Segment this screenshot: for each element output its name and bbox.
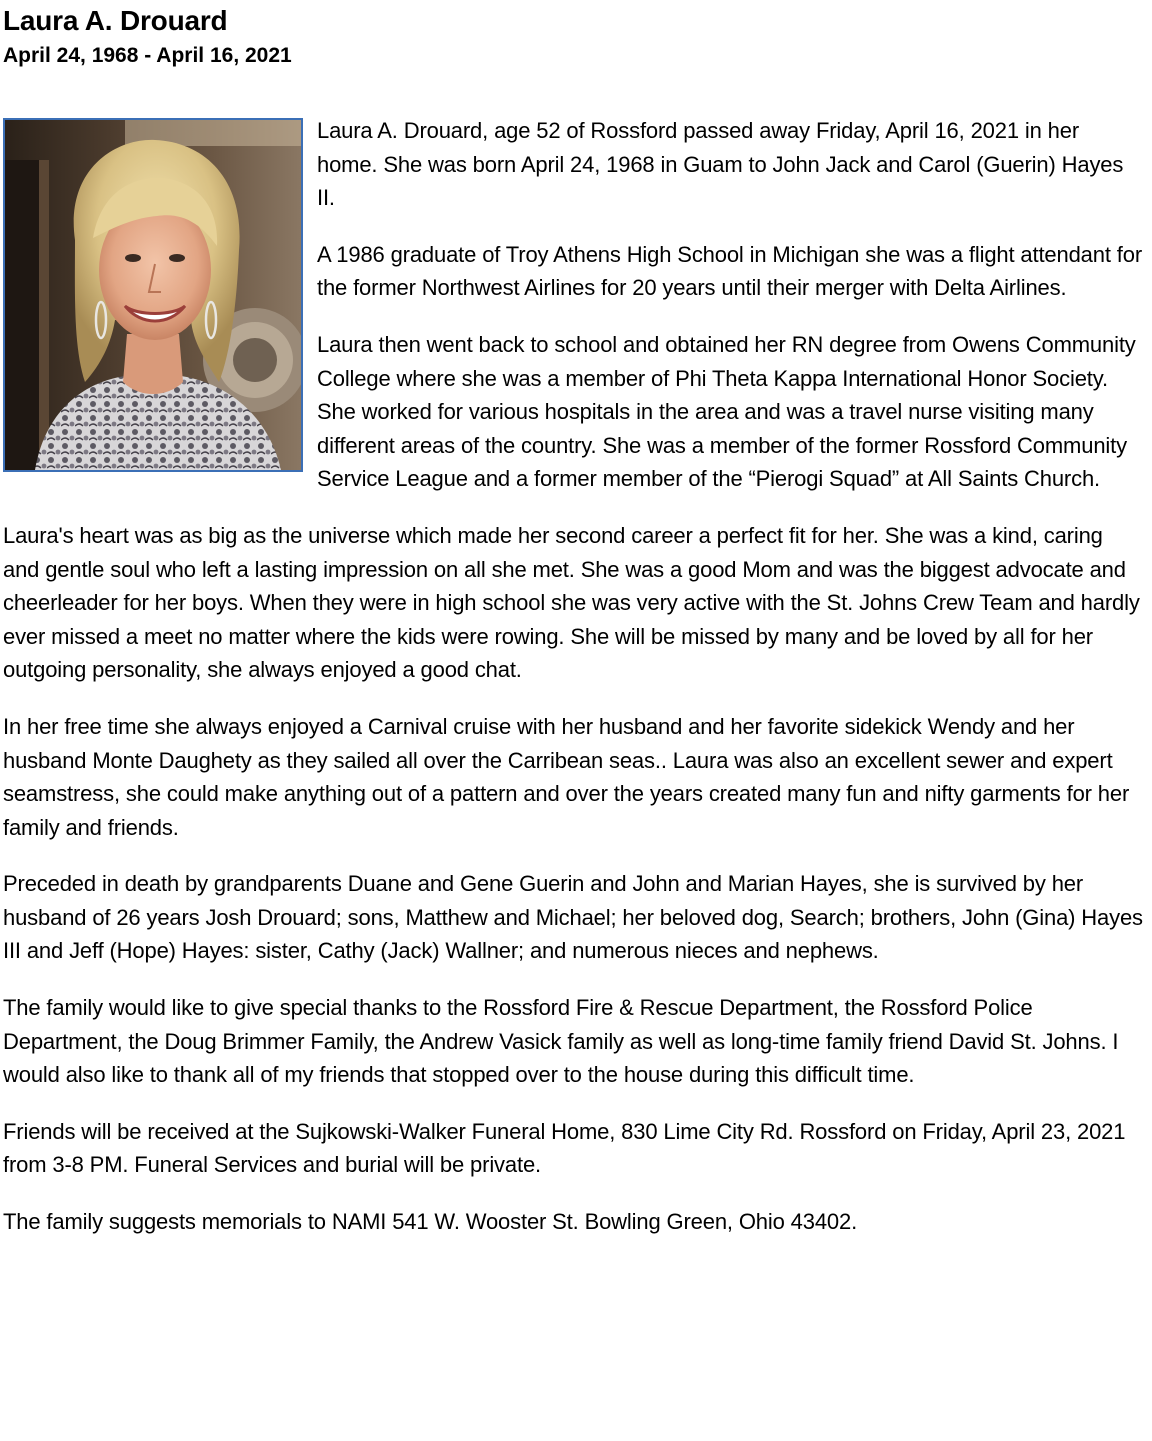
obituary-paragraph: A 1986 graduate of Troy Athens High School in Michigan she was a flight attendant for the former Northwest Airlines for 20 years until their merger with Delta Airlines. <box>317 241 1143 301</box>
obituary-paragraph: The family suggests memorials to NAMI 541 W. Wooster St. Bowling Green, Ohio 43402. <box>3 1209 858 1235</box>
obituary-page <box>3 0 1143 1262</box>
life-dates: April 24, 1968 - April 16, 2021 <box>3 44 292 67</box>
obituary-paragraph: Preceded in death by grandparents Duane and Gene Guerin and John and Marian Hayes, she is survived by her husband of 26 years Josh Drouard; sons, Matthew and Michael; her beloved dog, Search; brothers, John (Gina) Hayes III and Jeff (Hope) Hayes: sister, Cathy (Jack) Wallner; and numerous nieces and nephews. <box>3 871 1143 964</box>
obituary-paragraph: In her free time she always enjoyed a Carnival cruise with her husband and her favorite sidekick Wendy and her husband Monte Daughety as they sailed all over the Carribean seas.. Laura was also an excellent sewer and expert seamstress, she could make anything out of a pattern and over the years created many fun and nifty garments for her family and friends. <box>3 713 1130 840</box>
obituary-body <box>3 114 1143 1239</box>
portrait-photo <box>3 118 303 472</box>
portrait-photo-icon <box>5 120 301 470</box>
obituary-paragraph: Laura then went back to school and obtained her RN degree from Owens Community College where she was a member of Phi Theta Kappa International Honor Society. She worked for various hospitals in the area and was a travel nurse visiting many different areas of the country. She was a member of the former Rossford Community Service League and a former member of the “Pierogi Squad” at All Saints Church. <box>317 331 1136 492</box>
obituary-paragraph: Laura's heart was as big as the universe which made her second career a perfect fit for her. She was a kind, caring and gentle soul who left a lasting impression on all she met. She was a good Mom and was the biggest advocate and cheerleader for her boys. When they were in high school she was very active with the St. Johns Crew Team and hardly ever missed a meet no matter where the kids were rowing. She will be missed by many and be loved by all for her outgoing personality, she always enjoyed a good chat. <box>3 522 1140 683</box>
page-title: Laura A. Drouard <box>3 5 228 36</box>
obituary-paragraph: Friends will be received at the Sujkowski-Walker Funeral Home, 830 Lime City Rd. Rossford on Friday, April 23, 2021 from 3-8 PM. Funeral Services and burial will be private. <box>3 1118 1126 1178</box>
obituary-paragraph: Laura A. Drouard, age 52 of Rossford passed away Friday, April 16, 2021 in her home. She was born April 24, 1968 in Guam to John Jack and Carol (Guerin) Hayes II. <box>317 118 1124 211</box>
obituary-paragraph: The family would like to give special thanks to the Rossford Fire & Rescue Department, the Rossford Police Department, the Doug Brimmer Family, the Andrew Vasick family as well as long-time family friend David St. Johns. I would also like to thank all of my friends that stopped over to the house during this difficult time. <box>3 995 1119 1088</box>
